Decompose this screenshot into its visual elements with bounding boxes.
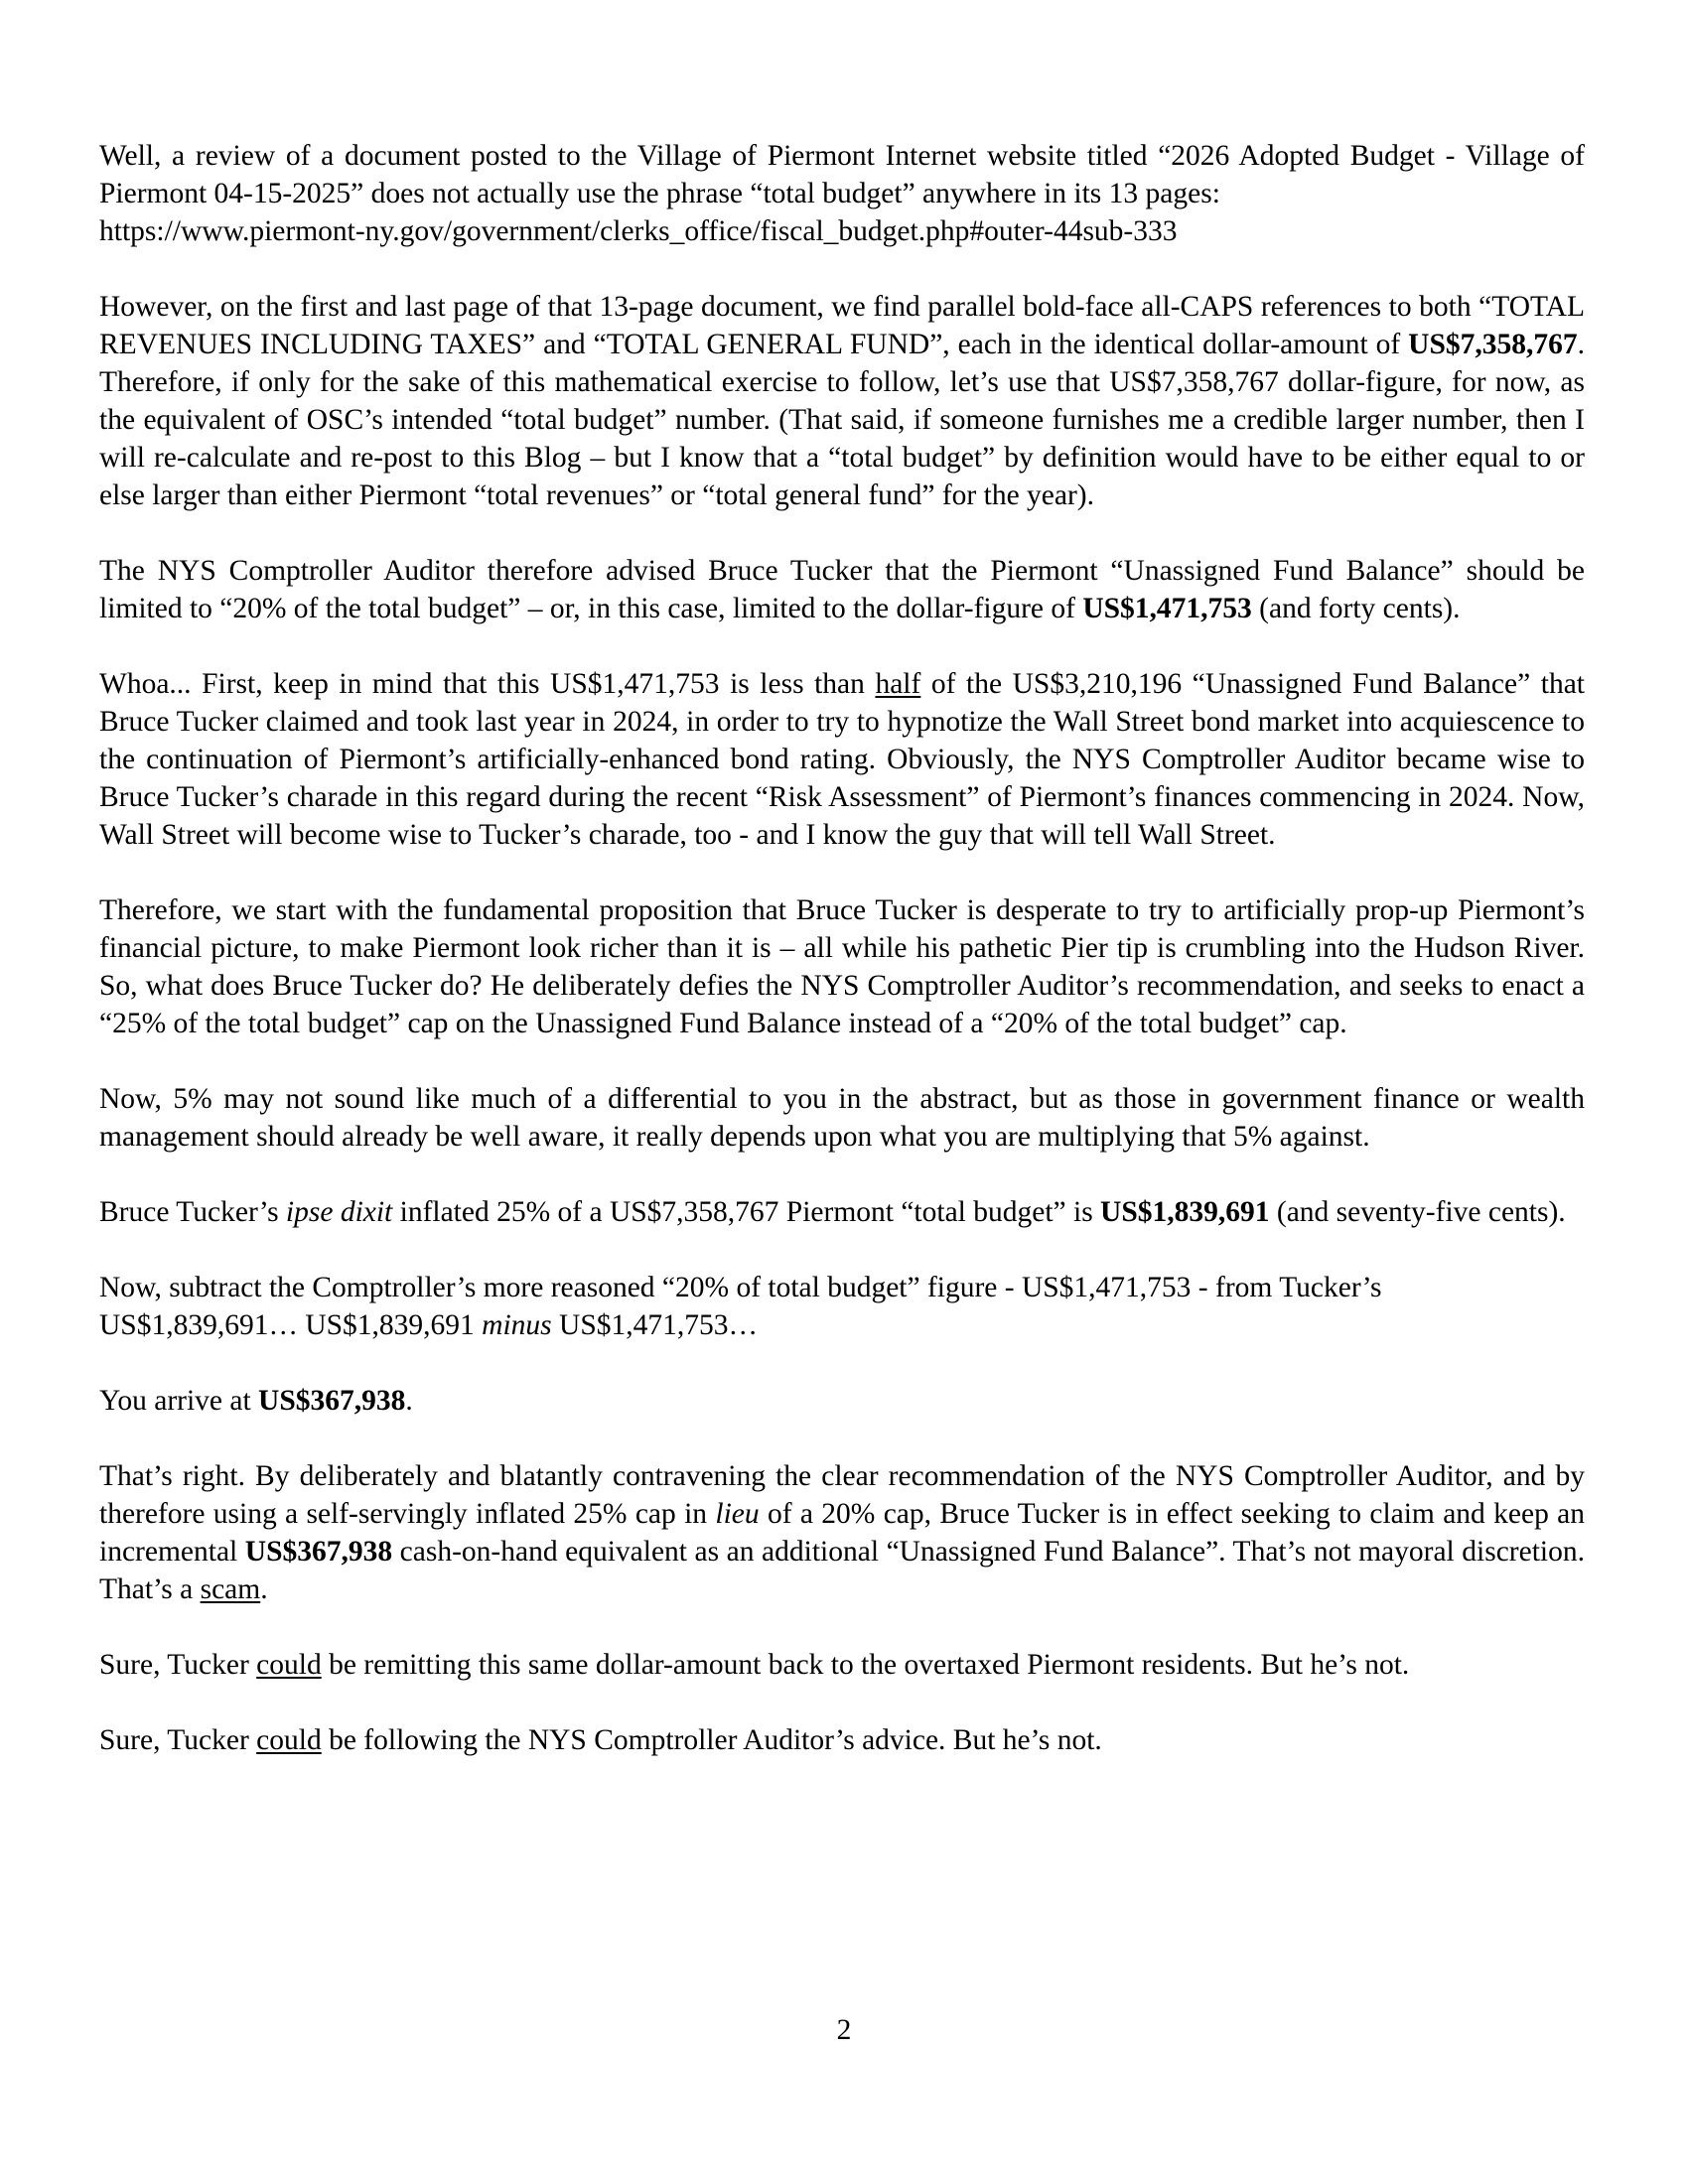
paragraph-text: Whoa... First, keep in mind that this US$1,471,753 is less than bbox=[99, 668, 876, 700]
paragraph-subtract bbox=[99, 1269, 1585, 1344]
paragraph-text: be following the NYS Comptroller Auditor’s advice. But he’s not. bbox=[321, 1724, 1102, 1756]
paragraph-text: of a 20% cap, Bruce Tucker is in effect seeking to claim and keep an incremental bbox=[99, 1498, 1585, 1568]
paragraph-text: of the US$3,210,196 “Unassigned Fund Balance” that Bruce Tucker claimed and took last year in 2024, in order to try to hypnotize the Wall Street bond market into acquiescence to the continuation of Piermont’s artificially-enhanced bond rating. Obviously, the NYS Comptroller Auditor became wise to Bruce Tucker’s charade in this regard during the recent “Risk Assessment” of Piermont’s finances commencing in 2024. Now, Wall Street will become wise to Tucker’s charade, too - and I know the guy that will tell Wall Street. bbox=[99, 668, 1586, 851]
paragraph-text: US$1,471,753… bbox=[551, 1309, 758, 1341]
underlined-word-scam: scam bbox=[200, 1573, 261, 1605]
underlined-word-could: could bbox=[256, 1649, 322, 1681]
paragraph-text: Now, subtract the Comptroller’s more reasoned “20% of total budget” figure - US$1,471,753 - from Tucker’s US$1,839,691… US$1,839,691 bbox=[99, 1272, 1382, 1341]
paragraph-following-advice bbox=[99, 1721, 1585, 1759]
paragraph-text: inflated 25% of a US$7,358,767 Piermont “total budget” is bbox=[392, 1196, 1101, 1228]
twenty-five-percent-amount: US$1,839,691 bbox=[1100, 1196, 1270, 1228]
document-page bbox=[99, 137, 1585, 1759]
paragraph-budget-document-review bbox=[99, 137, 1585, 250]
paragraph-text: Sure, Tucker bbox=[99, 1649, 257, 1681]
italic-word-minus: minus bbox=[482, 1309, 552, 1341]
total-budget-amount: US$7,358,767 bbox=[1408, 329, 1578, 360]
paragraph-five-percent bbox=[99, 1080, 1585, 1156]
paragraph-text: (and seventy-five cents). bbox=[1269, 1196, 1566, 1228]
underlined-word-half: half bbox=[875, 668, 921, 700]
paragraph-text: However, on the first and last page of that 13-page document, we find parallel bold-face all-CAPS references to both “TOTAL REVENUES INCLUDING TAXES” and “TOTAL GENERAL FUND”, each in the identical dollar-amount of bbox=[99, 291, 1585, 360]
paragraph-text: Bruce Tucker’s bbox=[99, 1196, 286, 1228]
incremental-amount: US$367,938 bbox=[244, 1536, 393, 1568]
budget-document-url: https://www.piermont-ny.gov/government/clerks_office/fiscal_budget.php#outer-44sub-333 bbox=[99, 215, 1178, 247]
difference-amount: US$367,938 bbox=[258, 1385, 406, 1417]
paragraph-you-arrive bbox=[99, 1382, 1585, 1420]
paragraph-comptroller-advice bbox=[99, 552, 1585, 627]
paragraph-ipse-dixit bbox=[99, 1193, 1585, 1231]
paragraph-text: be remitting this same dollar-amount back to the overtaxed Piermont residents. But he’s not. bbox=[321, 1649, 1410, 1681]
paragraph-text: The NYS Comptroller Auditor therefore advised Bruce Tucker that the Piermont “Unassigned Fund Balance” should be limited to “20% of the total budget” – or, in this case, limited to the dollar-figure of bbox=[99, 555, 1585, 624]
paragraph-thats-right bbox=[99, 1457, 1585, 1608]
italic-phrase-ipse-dixit: ipse dixit bbox=[285, 1196, 393, 1228]
paragraph-text: Therefore, we start with the fundamental proposition that Bruce Tucker is desperate to try to artificially prop-up Piermont’s financial picture, to make Piermont look richer than it is – all while his pathetic Pier tip is crumbling into the Hudson River. So, what does Bruce Tucker do? He deliberately defies the NYS Comptroller Auditor’s recommendation, and seeks to enact a “25% of the total budget” cap on the Unassigned Fund Balance instead of a “20% of the total budget” cap. bbox=[99, 894, 1585, 1039]
paragraph-text: . bbox=[405, 1385, 413, 1417]
italic-word-lieu: lieu bbox=[715, 1498, 760, 1530]
paragraph-text: . bbox=[260, 1573, 268, 1605]
paragraph-text: (and forty cents). bbox=[1251, 593, 1461, 624]
page-number: 2 bbox=[836, 2014, 852, 2046]
paragraph-text: Well, a review of a document posted to the Village of Piermont Internet website titled “2026 Adopted Budget - Village of Piermont 04-15-2025” does not actually use the phrase “total budget” anywhere in its 13 pages: bbox=[99, 140, 1585, 209]
paragraph-text: Sure, Tucker bbox=[99, 1724, 257, 1756]
paragraph-text: . Therefore, if only for the sake of this mathematical exercise to follow, let’s use that US$7,358,767 dollar-figure, for now, as the equivalent of OSC’s intended “total budget” number. (That said, if someone furnishes me a credible larger number, then I will re-calculate and re-post to this Blog – but I know that a “total budget” by definition would have to be either equal to or else larger than either Piermont “total revenues” or “total general fund” for the year). bbox=[99, 329, 1585, 511]
paragraph-remitting bbox=[99, 1646, 1585, 1684]
twenty-percent-amount: US$1,471,753 bbox=[1082, 593, 1252, 624]
paragraph-text: cash-on-hand equivalent as an additional “Unassigned Fund Balance”. That’s not mayoral discretion. That’s a bbox=[99, 1536, 1585, 1605]
paragraph-text: You arrive at bbox=[99, 1385, 259, 1417]
paragraph-total-revenues bbox=[99, 288, 1585, 514]
paragraph-text: That’s right. By deliberately and blatantly contravening the clear recommendation of the NYS Comptroller Auditor, and by therefore using a self-servingly inflated 25% cap in bbox=[99, 1460, 1585, 1530]
paragraph-fundamental-proposition bbox=[99, 891, 1585, 1042]
underlined-word-could: could bbox=[256, 1724, 322, 1756]
paragraph-text: Now, 5% may not sound like much of a differential to you in the abstract, but as those in government finance or wealth management should already be well aware, it really depends upon what you are multiplying that 5% against. bbox=[99, 1083, 1585, 1153]
paragraph-whoa bbox=[99, 665, 1585, 854]
